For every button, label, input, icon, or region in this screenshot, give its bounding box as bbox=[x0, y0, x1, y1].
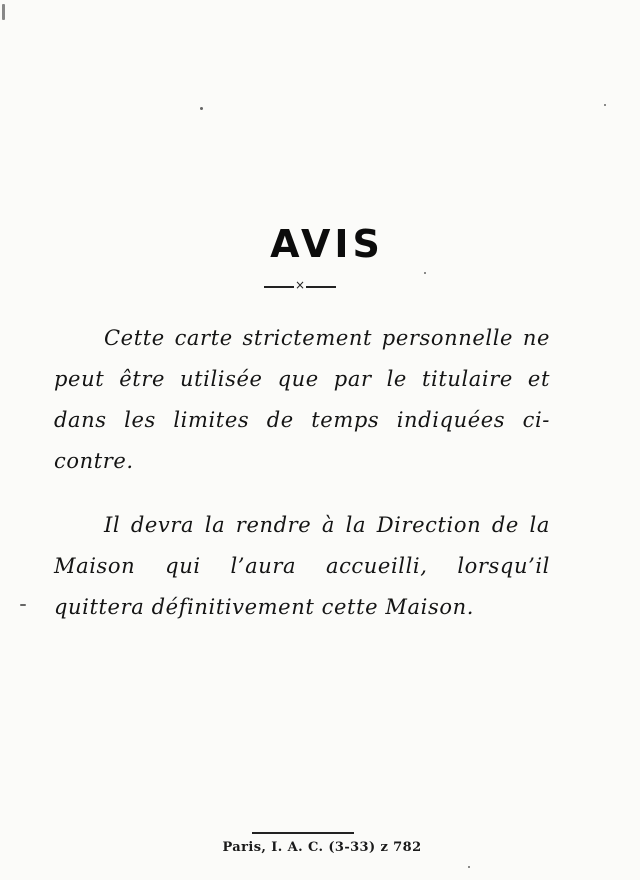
paper-speck bbox=[200, 107, 203, 110]
printer-imprint: Paris, I. A. C. (3-33) z 782 bbox=[222, 840, 422, 855]
ornament-rule-right bbox=[306, 286, 336, 288]
footer-divider bbox=[252, 832, 354, 834]
paper-speck bbox=[468, 866, 470, 868]
page-title: AVIS bbox=[270, 222, 384, 266]
ornament-rule-left bbox=[264, 286, 294, 288]
ornament-cross-icon: × bbox=[295, 278, 306, 292]
notice-paragraph-2: Il devra la rendre à la Direction de la Maison qui l’aura accueilli, lorsqu’il quittera définitivement cette Maison. bbox=[54, 513, 550, 619]
title-ornament bbox=[264, 280, 336, 292]
notice-paragraph-1: Cette carte strictement personnelle ne peut être utilisée que par le titulaire et dans les limites de temps indiquées ci-contre. bbox=[54, 326, 550, 473]
paper-speck bbox=[424, 272, 426, 274]
paper-speck bbox=[2, 4, 5, 20]
paper-speck bbox=[20, 604, 26, 606]
paper-speck bbox=[604, 104, 606, 106]
